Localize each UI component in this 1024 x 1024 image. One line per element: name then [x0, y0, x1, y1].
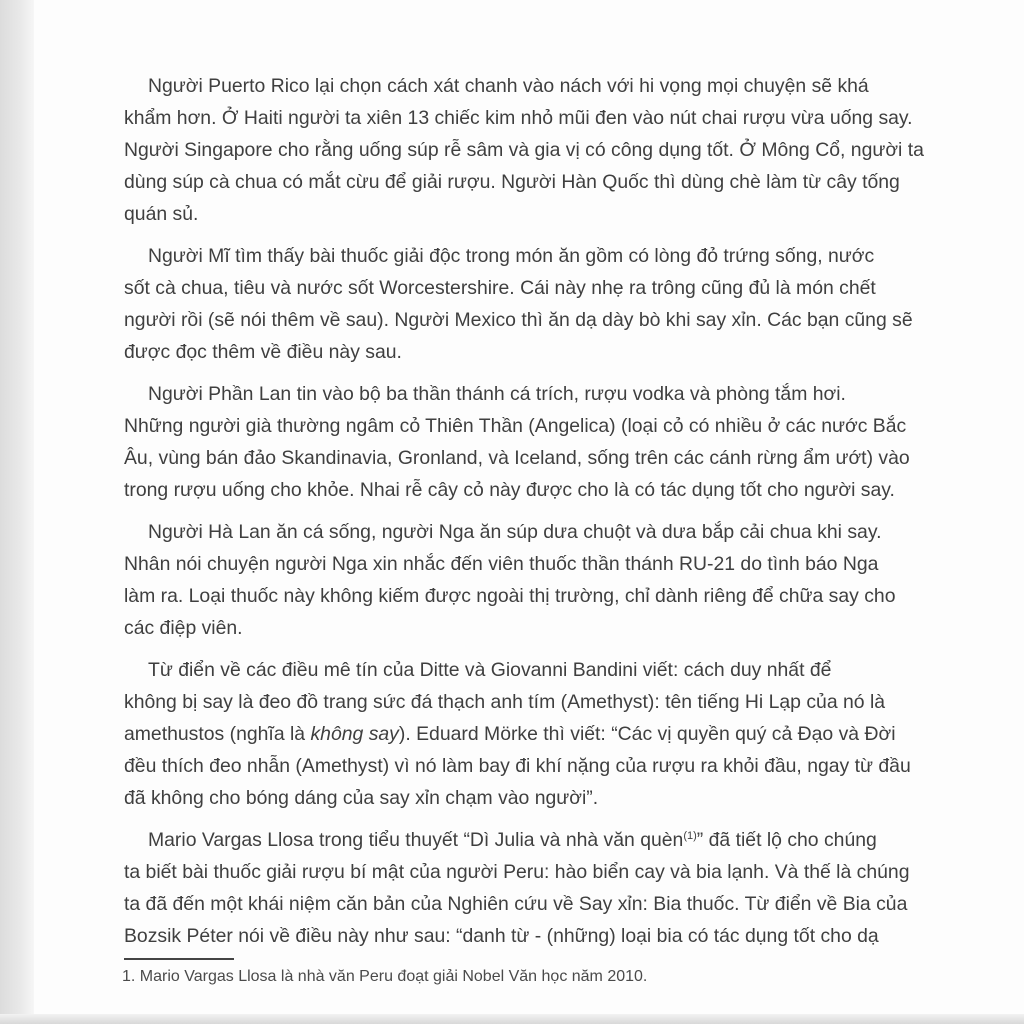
text-line: người rồi (sẽ nói thêm về sau). Người Mexico thì ăn dạ dày bò khi say xỉn. Các bạn cũng sẽ — [124, 309, 913, 331]
text-line: Nhân nói chuyện người Nga xin nhắc đến viên thuốc thần thánh RU-21 do tình báo Nga — [124, 553, 879, 575]
text-line-with-italic — [124, 718, 950, 750]
text-line: đều thích đeo nhẫn (Amethyst) vì nó làm bay đi khí nặng của rượu ra khỏi đầu, ngay từ đầu — [124, 755, 911, 777]
paragraph-amethyst — [124, 654, 950, 814]
text-run: ” đã tiết lộ cho chúng — [696, 829, 877, 851]
text-line: Người Puerto Rico lại chọn cách xát chanh vào nách với hi vọng mọi chuyện sẽ khá — [148, 75, 869, 97]
text-line: các điệp viên. — [124, 617, 243, 639]
text-line: Người Singapore cho rằng uống súp rễ sâm và gia vị có công dụng tốt. Ở Mông Cổ, người ta — [124, 139, 924, 161]
footnote-reference: (1) — [683, 830, 697, 842]
text-line: ta đã đến một khái niệm căn bản của Nghiên cứu về Say xỉn: Bia thuốc. Từ điển về Bia của — [124, 893, 908, 915]
text-line: quán sủ. — [124, 203, 199, 225]
paragraph-phan-lan — [124, 378, 950, 506]
text-line: Người Hà Lan ăn cá sống, người Nga ăn súp dưa chuột và dưa bắp cải chua khi say. — [148, 521, 882, 543]
text-line: được đọc thêm về điều này sau. — [124, 341, 402, 363]
text-run: amethustos (nghĩa là — [124, 723, 311, 745]
text-line: ta biết bài thuốc giải rượu bí mật của người Peru: hào biển cay và bia lạnh. Và thế là chúng — [124, 861, 910, 883]
paragraph-vargas-llosa — [124, 824, 950, 952]
footnote: 1. Mario Vargas Llosa là nhà văn Peru đoạt giải Nobel Văn học năm 2010. — [122, 968, 648, 985]
text-line: dùng súp cà chua có mắt cừu để giải rượu. Người Hàn Quốc thì dùng chè làm từ cây tống — [124, 171, 900, 193]
italic-term: không say — [310, 723, 399, 745]
text-run: ). Eduard Mörke thì viết: “Các vị quyền quý cả Đạo và Đời — [398, 723, 896, 745]
text-line: khẩm hơn. Ở Haiti người ta xiên 13 chiếc kim nhỏ mũi đen vào nút chai rượu vừa uống say. — [124, 107, 913, 129]
paragraph-my — [124, 240, 950, 368]
text-line: Từ điển về các điều mê tín của Ditte và Giovanni Bandini viết: cách duy nhất để — [148, 659, 832, 681]
text-line: không bị say là đeo đồ trang sức đá thạch anh tím (Amethyst): tên tiếng Hi Lạp của nó là — [124, 691, 886, 713]
text-line: Bozsik Péter nói về điều này như sau: “danh từ - (những) loại bia có tác dụng tốt cho dạ — [124, 925, 879, 947]
book-page — [34, 0, 1024, 1014]
text-line: Người Mĩ tìm thấy bài thuốc giải độc trong món ăn gồm có lòng đỏ trứng sống, nước — [148, 245, 875, 267]
paragraph-ha-lan — [124, 516, 950, 644]
text-line-with-footnote-ref — [124, 824, 950, 856]
body-text — [124, 70, 950, 962]
text-line: Những người già thường ngâm cỏ Thiên Thần (Angelica) (loại cỏ có nhiều ở các nước Bắc — [124, 415, 907, 437]
text-line: đã không cho bóng dáng của say xỉn chạm vào người”. — [124, 787, 599, 809]
text-line: Người Phần Lan tin vào bộ ba thần thánh cá trích, rượu vodka và phòng tắm hơi. — [148, 383, 846, 405]
text-line: sốt cà chua, tiêu và nước sốt Worcestershire. Cái này nhẹ ra trông cũng đủ là món chết — [124, 277, 876, 299]
text-run: Mario Vargas Llosa trong tiểu thuyết “Dì Julia và nhà văn quèn — [148, 829, 684, 851]
text-line: làm ra. Loại thuốc này không kiếm được ngoài thị trường, chỉ dành riêng để chữa say cho — [124, 585, 896, 607]
scan-bottom-edge — [0, 1014, 1024, 1024]
footnote-divider — [124, 958, 234, 960]
paragraph-puerto-rico — [124, 70, 950, 230]
scan-left-edge — [0, 0, 34, 1024]
text-line: trong rượu uống cho khỏe. Nhai rễ cây cỏ này được cho là có tác dụng tốt cho người say. — [124, 479, 895, 501]
text-line: Âu, vùng bán đảo Skandinavia, Gronland, và Iceland, sống trên các cánh rừng ẩm ướt) vào — [124, 447, 910, 469]
